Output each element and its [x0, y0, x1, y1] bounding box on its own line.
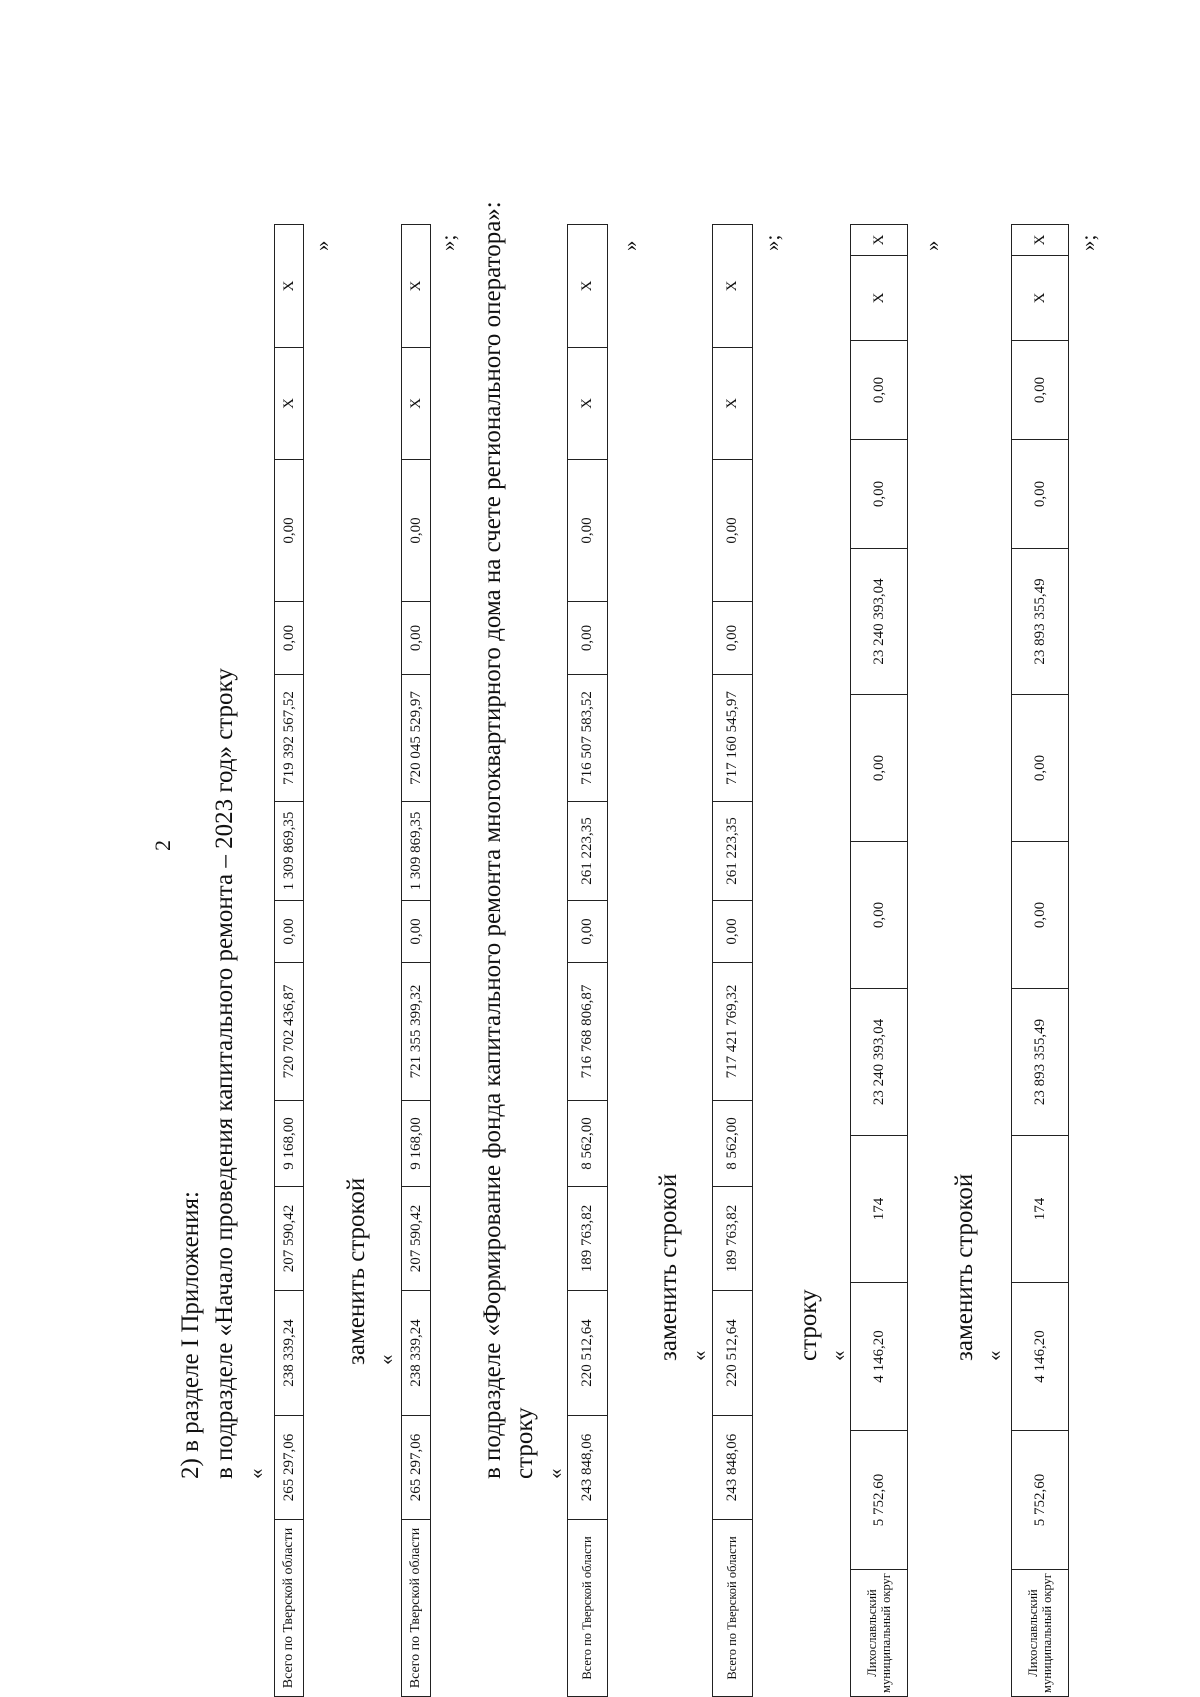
table-cell: 9 168,00	[275, 1101, 304, 1187]
quote-close-semicolon-3: »;	[1076, 234, 1100, 251]
table-cell: X	[1012, 256, 1069, 341]
table-cell: 0,00	[851, 440, 908, 549]
table-cell: X	[713, 348, 753, 460]
row-label-cell: Всего по Тверской области	[275, 1520, 304, 1697]
table-cell: X	[275, 225, 304, 348]
table-cell: 0,00	[713, 602, 753, 675]
row-label-cell: Всего по Тверской области	[568, 1520, 608, 1697]
table-cell: X	[275, 348, 304, 460]
table-cell: 243 848,06	[713, 1416, 753, 1520]
table-cell: 0,00	[568, 460, 608, 602]
table-cell: X	[402, 225, 431, 348]
table-cell: 220 512,64	[713, 1291, 753, 1416]
table-cell: 720 702 436,87	[275, 963, 304, 1101]
table-cell: 189 763,82	[568, 1187, 608, 1291]
table-cell: 717 160 545,97	[713, 675, 753, 802]
row-label-cell: Лихославльский муниципальный округ	[1012, 1570, 1069, 1697]
table-row-6	[1011, 224, 1069, 1697]
quote-open-2: «	[374, 1354, 398, 1365]
subsection-heading-1: в подразделе «Начало проведения капитального ремонта – 2023 год» строку	[211, 668, 238, 1479]
table-cell: 9 168,00	[402, 1101, 431, 1187]
row-label-1: строку	[511, 1407, 538, 1479]
page-number: 2	[150, 840, 175, 851]
table-cell: 8 562,00	[568, 1101, 608, 1187]
replace-label-1: заменить строкой	[343, 1177, 370, 1365]
table-cell: 8 562,00	[713, 1101, 753, 1187]
table-cell: 717 421 769,32	[713, 963, 753, 1101]
table-cell: 207 590,42	[275, 1187, 304, 1291]
table-cell: 23 893 355,49	[1012, 549, 1069, 695]
subsection-heading-2: в подразделе «Формирование фонда капитального ремонта многоквартирного дома на счете регионального оператора»:	[479, 201, 506, 1479]
table-cell: 720 045 529,97	[402, 675, 431, 802]
quote-open-3: «	[543, 1468, 567, 1479]
table-cell: X	[402, 348, 431, 460]
row-label-cell: Лихославльский муниципальный округ	[851, 1570, 908, 1697]
table-cell: 0,00	[402, 602, 431, 675]
row-label-cell: Всего по Тверской области	[402, 1520, 431, 1697]
table-cell: 0,00	[275, 460, 304, 602]
table-cell: 4 146,20	[1012, 1283, 1069, 1431]
table-cell: 207 590,42	[402, 1187, 431, 1291]
table-cell: 716 768 806,87	[568, 963, 608, 1101]
table-cell: 23 240 393,04	[851, 989, 908, 1136]
quote-open-4: «	[687, 1350, 711, 1361]
quote-close-1: »	[310, 240, 334, 251]
quote-close-semicolon-1: »;	[436, 234, 460, 251]
table-cell: X	[1012, 225, 1069, 256]
table-cell: 0,00	[851, 341, 908, 440]
row-label-2: строку	[795, 1289, 822, 1361]
quote-open-6: «	[982, 1350, 1006, 1361]
table-cell: 0,00	[713, 901, 753, 963]
table-cell: 0,00	[1012, 695, 1069, 842]
table-cell: 189 763,82	[713, 1187, 753, 1291]
table-row-4	[712, 224, 753, 1697]
table-cell: 721 355 399,32	[402, 963, 431, 1101]
table-cell: 0,00	[568, 602, 608, 675]
replace-label-3: заменить строкой	[951, 1173, 978, 1361]
table-cell: 238 339,24	[275, 1291, 304, 1416]
table-cell: 238 339,24	[402, 1291, 431, 1416]
table-cell: 0,00	[1012, 440, 1069, 549]
table-cell: X	[568, 225, 608, 348]
quote-close-3: »	[920, 240, 944, 251]
table-cell: 265 297,06	[275, 1416, 304, 1520]
table-cell: 4 146,20	[851, 1283, 908, 1431]
table-row-2	[401, 224, 431, 1697]
table-cell: 0,00	[275, 901, 304, 963]
table-cell: 23 893 355,49	[1012, 989, 1069, 1136]
row-label-cell: Всего по Тверской области	[713, 1520, 753, 1697]
quote-open-5: «	[826, 1350, 850, 1361]
table-cell: 174	[851, 1136, 908, 1283]
table-cell: 23 240 393,04	[851, 549, 908, 695]
table-cell: 0,00	[402, 460, 431, 602]
table-cell: 174	[1012, 1136, 1069, 1283]
table-row-5	[850, 224, 908, 1697]
table-row-3	[567, 224, 608, 1697]
table-cell: 265 297,06	[402, 1416, 431, 1520]
table-cell: 1 309 869,35	[402, 802, 431, 901]
table-cell: 0,00	[275, 602, 304, 675]
table-cell: 0,00	[851, 695, 908, 842]
table-row-1	[274, 224, 304, 1697]
table-cell: 0,00	[1012, 341, 1069, 440]
section-heading: 2) в разделе I Приложения:	[177, 1191, 204, 1479]
table-cell: 0,00	[713, 460, 753, 602]
table-cell: 5 752,60	[1012, 1431, 1069, 1570]
table-cell: 220 512,64	[568, 1291, 608, 1416]
table-cell: 5 752,60	[851, 1431, 908, 1570]
table-cell: X	[851, 256, 908, 341]
table-cell: 0,00	[402, 901, 431, 963]
table-cell: X	[568, 348, 608, 460]
quote-close-2: »	[618, 240, 642, 251]
table-cell: 0,00	[851, 842, 908, 989]
table-cell: X	[851, 225, 908, 256]
table-cell: 243 848,06	[568, 1416, 608, 1520]
table-cell: 0,00	[1012, 842, 1069, 989]
table-cell: 1 309 869,35	[275, 802, 304, 901]
table-cell: 0,00	[568, 901, 608, 963]
table-cell: 716 507 583,52	[568, 675, 608, 802]
quote-open-1: «	[244, 1468, 268, 1479]
replace-label-2: заменить строкой	[655, 1173, 682, 1361]
table-cell: X	[713, 225, 753, 348]
quote-close-semicolon-2: »;	[760, 234, 784, 251]
table-cell: 261 223,35	[713, 802, 753, 901]
table-cell: 719 392 567,52	[275, 675, 304, 802]
table-cell: 261 223,35	[568, 802, 608, 901]
